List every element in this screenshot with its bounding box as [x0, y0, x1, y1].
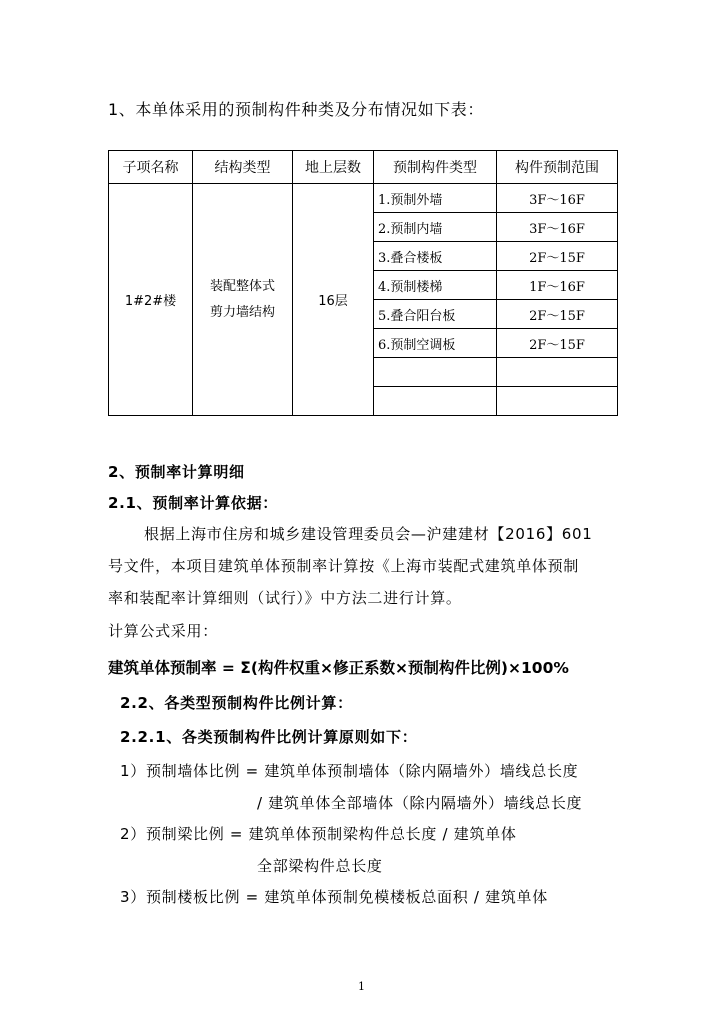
header-cell: 预制构件类型: [374, 151, 497, 184]
component-type-cell: 6.预制空调板: [374, 329, 497, 358]
component-type-cell: 2.预制内墙: [374, 213, 497, 242]
structure-line-1: 装配整体式: [209, 278, 275, 294]
structure-line-2: 剪力墙结构: [209, 304, 275, 320]
component-range-cell: 2F～15F: [497, 242, 618, 271]
empty-cell: [497, 387, 618, 416]
component-type-cell: 3.叠合楼板: [374, 242, 497, 271]
table-row: [109, 184, 618, 213]
empty-cell: [374, 358, 497, 387]
item-2-line-1: 2）预制梁比例 = 建筑单体预制梁构件总长度 / 建筑单体: [120, 825, 517, 843]
component-range-cell: 1F～16F: [497, 271, 618, 300]
building-cell: 1#2#楼: [109, 184, 193, 416]
header-cell: 子项名称: [109, 151, 193, 184]
page-number: 1: [358, 980, 365, 993]
header-cell: 构件预制范围: [497, 151, 618, 184]
component-range-cell: 2F～15F: [497, 300, 618, 329]
component-type-cell: 1.预制外墙: [374, 184, 497, 213]
formula: 建筑单体预制率 = Σ(构件权重×修正系数×预制构件比例)×100%: [108, 659, 569, 677]
item-3-line-1: 3）预制楼板比例 = 建筑单体预制免模楼板总面积 / 建筑单体: [120, 888, 548, 906]
component-range-cell: 3F～16F: [497, 184, 618, 213]
section-2-title: 2、预制率计算明细: [108, 463, 245, 481]
section-2-2-1-title: 2.2.1、各类预制构件比例计算原则如下：: [120, 728, 418, 746]
paragraph-line-3: 率和装配率计算细则（试行）》中方法二进行计算。: [108, 589, 462, 607]
section-2-2-title: 2.2、各类型预制构件比例计算：: [120, 694, 353, 712]
item-1-line-2: / 建筑单体全部墙体（除内隔墙外）墙线总长度: [257, 794, 583, 812]
empty-cell: [374, 387, 497, 416]
header-cell: 结构类型: [193, 151, 293, 184]
component-table: [108, 150, 618, 416]
paragraph-line-1: 根据上海市住房和城乡建设管理委员会—沪建建材【2016】601: [144, 525, 593, 543]
paragraph-line-2: 号文件，本项目建筑单体预制率计算按《上海市装配式建筑单体预制: [108, 557, 580, 575]
section-2-1-title: 2.1、预制率计算依据：: [108, 494, 278, 512]
section-1-title: 1、本单体采用的预制构件种类及分布情况如下表：: [108, 100, 484, 119]
component-type-cell: 4.预制楼梯: [374, 271, 497, 300]
item-2-line-2: 全部梁构件总长度: [257, 857, 383, 875]
header-cell: 地上层数: [293, 151, 374, 184]
table-header-row: [109, 151, 618, 184]
floors-cell: 16层: [293, 184, 374, 416]
component-type-cell: 5.叠合阳台板: [374, 300, 497, 329]
component-range-cell: 3F～16F: [497, 213, 618, 242]
structure-cell: [193, 184, 293, 416]
item-1-line-1: 1）预制墙体比例 = 建筑单体预制墙体（除内隔墙外）墙线总长度: [120, 762, 579, 780]
formula-label: 计算公式采用：: [108, 622, 218, 640]
empty-cell: [497, 358, 618, 387]
component-range-cell: 2F～15F: [497, 329, 618, 358]
